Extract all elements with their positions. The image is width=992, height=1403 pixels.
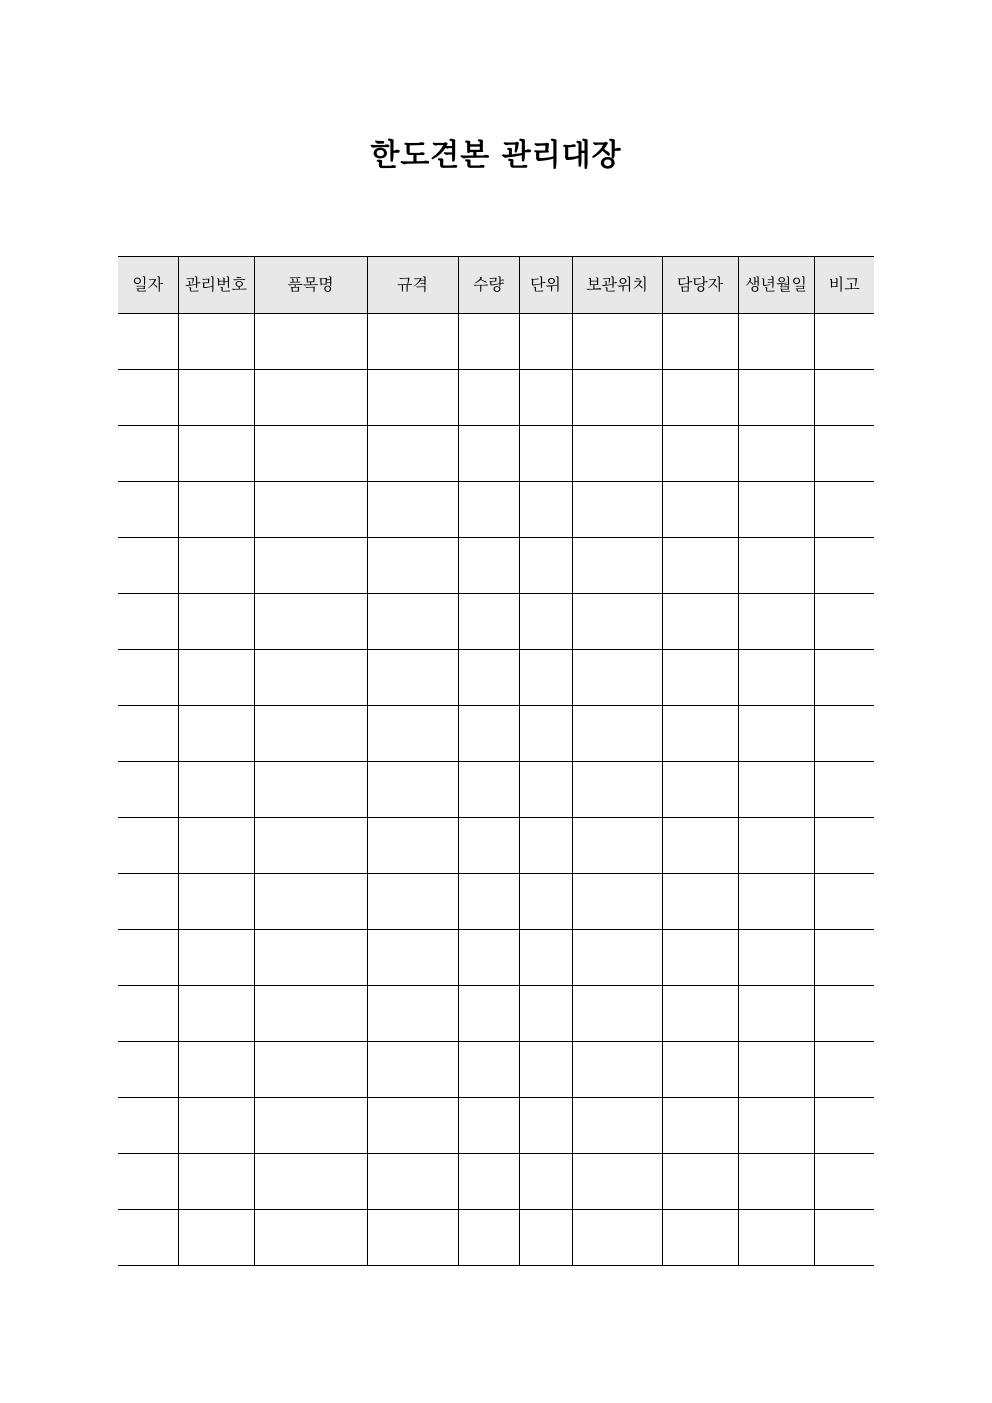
cell-date-of-birth[interactable]	[738, 930, 814, 986]
cell-quantity[interactable]	[458, 1210, 519, 1266]
table-row	[118, 314, 874, 370]
cell-date[interactable]	[118, 426, 178, 482]
table-row	[118, 482, 874, 538]
cell-item-name[interactable]	[254, 426, 367, 482]
cell-storage-location[interactable]	[572, 1154, 662, 1210]
header-unit: 단위	[519, 257, 572, 314]
table-body	[118, 314, 874, 1266]
table-row	[118, 874, 874, 930]
cell-item-name[interactable]	[254, 538, 367, 594]
header-date-of-birth: 생년월일	[738, 257, 814, 314]
cell-management-number[interactable]	[178, 874, 254, 930]
cell-remarks[interactable]	[814, 818, 874, 874]
cell-item-name[interactable]	[254, 706, 367, 762]
cell-quantity[interactable]	[458, 594, 519, 650]
cell-item-name[interactable]	[254, 874, 367, 930]
cell-unit[interactable]	[519, 370, 572, 426]
cell-storage-location[interactable]	[572, 426, 662, 482]
cell-date[interactable]	[118, 986, 178, 1042]
cell-unit[interactable]	[519, 426, 572, 482]
table-header	[118, 257, 874, 314]
header-person-in-charge: 담당자	[662, 257, 738, 314]
cell-quantity[interactable]	[458, 1042, 519, 1098]
cell-person-in-charge[interactable]	[662, 930, 738, 986]
cell-management-number[interactable]	[178, 818, 254, 874]
cell-person-in-charge[interactable]	[662, 426, 738, 482]
cell-remarks[interactable]	[814, 538, 874, 594]
cell-item-name[interactable]	[254, 370, 367, 426]
ledger-table	[118, 256, 874, 1266]
cell-quantity[interactable]	[458, 482, 519, 538]
cell-unit[interactable]	[519, 1210, 572, 1266]
cell-item-name[interactable]	[254, 762, 367, 818]
cell-unit[interactable]	[519, 1154, 572, 1210]
cell-unit[interactable]	[519, 930, 572, 986]
cell-storage-location[interactable]	[572, 1210, 662, 1266]
cell-unit[interactable]	[519, 706, 572, 762]
cell-storage-location[interactable]	[572, 1042, 662, 1098]
cell-date-of-birth[interactable]	[738, 762, 814, 818]
cell-quantity[interactable]	[458, 930, 519, 986]
cell-specification[interactable]	[367, 1098, 458, 1154]
cell-date[interactable]	[118, 874, 178, 930]
cell-item-name[interactable]	[254, 594, 367, 650]
cell-storage-location[interactable]	[572, 482, 662, 538]
cell-quantity[interactable]	[458, 538, 519, 594]
cell-storage-location[interactable]	[572, 538, 662, 594]
cell-quantity[interactable]	[458, 818, 519, 874]
cell-quantity[interactable]	[458, 1154, 519, 1210]
table-row	[118, 650, 874, 706]
cell-remarks[interactable]	[814, 1210, 874, 1266]
cell-remarks[interactable]	[814, 930, 874, 986]
cell-date-of-birth[interactable]	[738, 1042, 814, 1098]
cell-person-in-charge[interactable]	[662, 538, 738, 594]
cell-quantity[interactable]	[458, 650, 519, 706]
cell-storage-location[interactable]	[572, 706, 662, 762]
table-row	[118, 426, 874, 482]
cell-date-of-birth[interactable]	[738, 1210, 814, 1266]
cell-date[interactable]	[118, 762, 178, 818]
cell-management-number[interactable]	[178, 762, 254, 818]
table-row	[118, 1154, 874, 1210]
cell-storage-location[interactable]	[572, 762, 662, 818]
cell-storage-location[interactable]	[572, 874, 662, 930]
cell-person-in-charge[interactable]	[662, 986, 738, 1042]
cell-date[interactable]	[118, 1210, 178, 1266]
cell-specification[interactable]	[367, 594, 458, 650]
cell-specification[interactable]	[367, 538, 458, 594]
cell-date-of-birth[interactable]	[738, 986, 814, 1042]
header-row	[118, 257, 874, 314]
cell-unit[interactable]	[519, 874, 572, 930]
cell-specification[interactable]	[367, 1042, 458, 1098]
cell-date-of-birth[interactable]	[738, 706, 814, 762]
cell-person-in-charge[interactable]	[662, 762, 738, 818]
cell-management-number[interactable]	[178, 370, 254, 426]
cell-specification[interactable]	[367, 650, 458, 706]
cell-remarks[interactable]	[814, 874, 874, 930]
cell-person-in-charge[interactable]	[662, 1042, 738, 1098]
page-title: 한도견본 관리대장	[370, 138, 622, 173]
cell-date-of-birth[interactable]	[738, 538, 814, 594]
cell-unit[interactable]	[519, 482, 572, 538]
cell-item-name[interactable]	[254, 986, 367, 1042]
header-storage-location: 보관위치	[572, 257, 662, 314]
header-remarks: 비고	[814, 257, 874, 314]
cell-item-name[interactable]	[254, 1098, 367, 1154]
cell-remarks[interactable]	[814, 986, 874, 1042]
table-row	[118, 1098, 874, 1154]
cell-person-in-charge[interactable]	[662, 1210, 738, 1266]
header-quantity: 수량	[458, 257, 519, 314]
cell-specification[interactable]	[367, 426, 458, 482]
cell-person-in-charge[interactable]	[662, 1154, 738, 1210]
cell-remarks[interactable]	[814, 1098, 874, 1154]
cell-unit[interactable]	[519, 538, 572, 594]
cell-quantity[interactable]	[458, 706, 519, 762]
cell-date-of-birth[interactable]	[738, 314, 814, 370]
cell-quantity[interactable]	[458, 874, 519, 930]
cell-storage-location[interactable]	[572, 370, 662, 426]
cell-management-number[interactable]	[178, 538, 254, 594]
cell-specification[interactable]	[367, 818, 458, 874]
cell-date-of-birth[interactable]	[738, 1098, 814, 1154]
cell-unit[interactable]	[519, 314, 572, 370]
cell-date-of-birth[interactable]	[738, 874, 814, 930]
cell-management-number[interactable]	[178, 650, 254, 706]
header-item-name: 품목명	[254, 257, 367, 314]
cell-storage-location[interactable]	[572, 986, 662, 1042]
cell-specification[interactable]	[367, 1154, 458, 1210]
cell-item-name[interactable]	[254, 482, 367, 538]
cell-person-in-charge[interactable]	[662, 1098, 738, 1154]
table-row	[118, 594, 874, 650]
table-row	[118, 762, 874, 818]
cell-management-number[interactable]	[178, 1210, 254, 1266]
table-row	[118, 538, 874, 594]
cell-item-name[interactable]	[254, 930, 367, 986]
cell-management-number[interactable]	[178, 1098, 254, 1154]
cell-unit[interactable]	[519, 762, 572, 818]
cell-remarks[interactable]	[814, 314, 874, 370]
cell-remarks[interactable]	[814, 482, 874, 538]
cell-specification[interactable]	[367, 482, 458, 538]
cell-specification[interactable]	[367, 370, 458, 426]
cell-date[interactable]	[118, 818, 178, 874]
cell-remarks[interactable]	[814, 1042, 874, 1098]
cell-specification[interactable]	[367, 1210, 458, 1266]
table-row	[118, 1210, 874, 1266]
cell-management-number[interactable]	[178, 930, 254, 986]
cell-person-in-charge[interactable]	[662, 818, 738, 874]
cell-storage-location[interactable]	[572, 1098, 662, 1154]
cell-storage-location[interactable]	[572, 314, 662, 370]
cell-specification[interactable]	[367, 930, 458, 986]
cell-person-in-charge[interactable]	[662, 370, 738, 426]
header-date: 일자	[118, 257, 178, 314]
cell-date[interactable]	[118, 650, 178, 706]
cell-management-number[interactable]	[178, 314, 254, 370]
cell-person-in-charge[interactable]	[662, 594, 738, 650]
cell-management-number[interactable]	[178, 426, 254, 482]
cell-remarks[interactable]	[814, 370, 874, 426]
cell-remarks[interactable]	[814, 1154, 874, 1210]
cell-date[interactable]	[118, 930, 178, 986]
cell-person-in-charge[interactable]	[662, 706, 738, 762]
cell-quantity[interactable]	[458, 426, 519, 482]
cell-storage-location[interactable]	[572, 594, 662, 650]
cell-remarks[interactable]	[814, 426, 874, 482]
cell-specification[interactable]	[367, 314, 458, 370]
cell-management-number[interactable]	[178, 1042, 254, 1098]
cell-person-in-charge[interactable]	[662, 874, 738, 930]
cell-date[interactable]	[118, 538, 178, 594]
table-row	[118, 1042, 874, 1098]
table-row	[118, 370, 874, 426]
table-row	[118, 930, 874, 986]
cell-specification[interactable]	[367, 762, 458, 818]
cell-quantity[interactable]	[458, 370, 519, 426]
cell-management-number[interactable]	[178, 1154, 254, 1210]
cell-storage-location[interactable]	[572, 650, 662, 706]
cell-date-of-birth[interactable]	[738, 650, 814, 706]
cell-date[interactable]	[118, 594, 178, 650]
cell-storage-location[interactable]	[572, 930, 662, 986]
cell-item-name[interactable]	[254, 1042, 367, 1098]
cell-date-of-birth[interactable]	[738, 482, 814, 538]
cell-date-of-birth[interactable]	[738, 426, 814, 482]
cell-date-of-birth[interactable]	[738, 1154, 814, 1210]
cell-date[interactable]	[118, 314, 178, 370]
cell-date[interactable]	[118, 1154, 178, 1210]
cell-specification[interactable]	[367, 986, 458, 1042]
cell-management-number[interactable]	[178, 594, 254, 650]
cell-quantity[interactable]	[458, 986, 519, 1042]
cell-quantity[interactable]	[458, 762, 519, 818]
cell-date[interactable]	[118, 706, 178, 762]
cell-person-in-charge[interactable]	[662, 650, 738, 706]
cell-date-of-birth[interactable]	[738, 818, 814, 874]
cell-unit[interactable]	[519, 1042, 572, 1098]
cell-date[interactable]	[118, 482, 178, 538]
header-specification: 규격	[367, 257, 458, 314]
table-row	[118, 986, 874, 1042]
cell-management-number[interactable]	[178, 482, 254, 538]
cell-remarks[interactable]	[814, 594, 874, 650]
cell-person-in-charge[interactable]	[662, 482, 738, 538]
cell-person-in-charge[interactable]	[662, 314, 738, 370]
cell-date[interactable]	[118, 1042, 178, 1098]
cell-date[interactable]	[118, 370, 178, 426]
cell-item-name[interactable]	[254, 1154, 367, 1210]
cell-date[interactable]	[118, 1098, 178, 1154]
cell-unit[interactable]	[519, 650, 572, 706]
cell-unit[interactable]	[519, 1098, 572, 1154]
cell-item-name[interactable]	[254, 314, 367, 370]
cell-storage-location[interactable]	[572, 818, 662, 874]
cell-item-name[interactable]	[254, 1210, 367, 1266]
cell-management-number[interactable]	[178, 706, 254, 762]
table-row	[118, 706, 874, 762]
cell-management-number[interactable]	[178, 986, 254, 1042]
cell-item-name[interactable]	[254, 818, 367, 874]
cell-remarks[interactable]	[814, 706, 874, 762]
table-row	[118, 818, 874, 874]
cell-remarks[interactable]	[814, 762, 874, 818]
cell-date-of-birth[interactable]	[738, 370, 814, 426]
cell-item-name[interactable]	[254, 650, 367, 706]
cell-specification[interactable]	[367, 874, 458, 930]
cell-remarks[interactable]	[814, 650, 874, 706]
cell-unit[interactable]	[519, 986, 572, 1042]
cell-unit[interactable]	[519, 818, 572, 874]
cell-date-of-birth[interactable]	[738, 594, 814, 650]
cell-specification[interactable]	[367, 706, 458, 762]
cell-quantity[interactable]	[458, 314, 519, 370]
header-management-number: 관리번호	[178, 257, 254, 314]
cell-unit[interactable]	[519, 594, 572, 650]
cell-quantity[interactable]	[458, 1098, 519, 1154]
